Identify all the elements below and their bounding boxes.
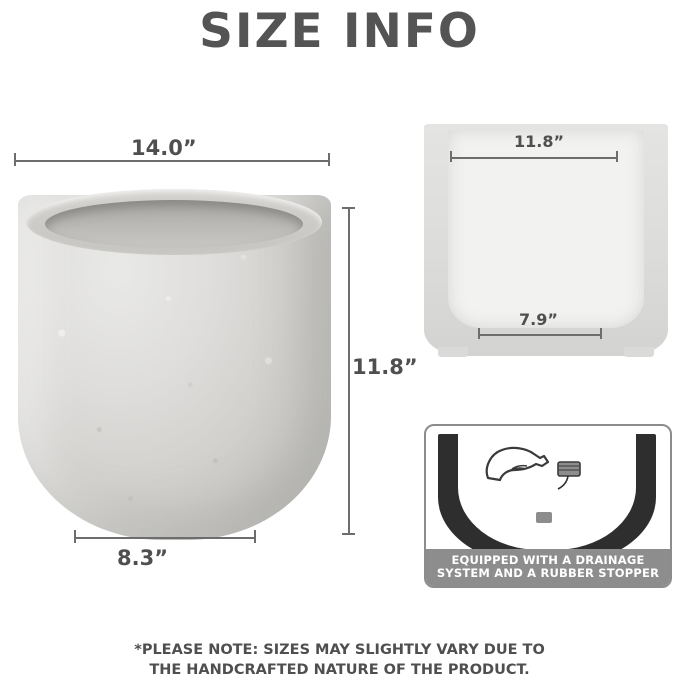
drainage-panel [424,424,672,588]
footer-line-2: THE HANDCRAFTED NATURE OF THE PRODUCT. [149,662,530,678]
top-diameter-line [14,160,330,162]
xsec-top-width-tick-right [616,151,618,162]
cross-section-foot-left [438,347,468,357]
xsec-base-width-line [478,334,602,336]
drainage-caption-line2: SYSTEM AND A RUBBER STOPPER [436,566,660,580]
xsec-top-width-tick-left [450,151,452,162]
footer-line-1: *PLEASE NOTE: SIZES MAY SLIGHTLY VARY DUE TO [134,642,545,658]
cross-section-cavity [448,130,644,328]
footer-note [0,640,679,680]
planter-opening [45,200,303,248]
top-diameter-tick-right [328,153,330,166]
cross-section-foot-right [624,347,654,357]
drainage-caption [426,549,670,586]
page-title: SIZE INFO [199,4,480,59]
base-diameter-label: 8.3” [117,546,169,570]
planter-illustration [18,195,331,540]
xsec-base-width-tick-left [478,328,480,339]
xsec-base-width-label: 7.9” [519,310,558,329]
height-line [348,207,350,534]
top-diameter-label: 14.0” [131,136,197,160]
height-tick-top [342,207,355,209]
rubber-stopper-icon [554,460,588,490]
height-label: 11.8” [352,355,418,379]
base-diameter-tick-right [254,530,256,543]
base-diameter-line [74,537,256,539]
drain-hole-stopper [536,512,552,523]
drainage-caption-line1: EQUIPPED WITH A DRAINAGE [451,553,645,567]
top-diameter-tick-left [14,153,16,166]
xsec-top-width-line [450,157,618,159]
base-diameter-tick-left [74,530,76,543]
xsec-top-width-label: 11.8” [514,132,564,151]
xsec-base-width-tick-right [600,328,602,339]
height-tick-bottom [342,533,355,535]
